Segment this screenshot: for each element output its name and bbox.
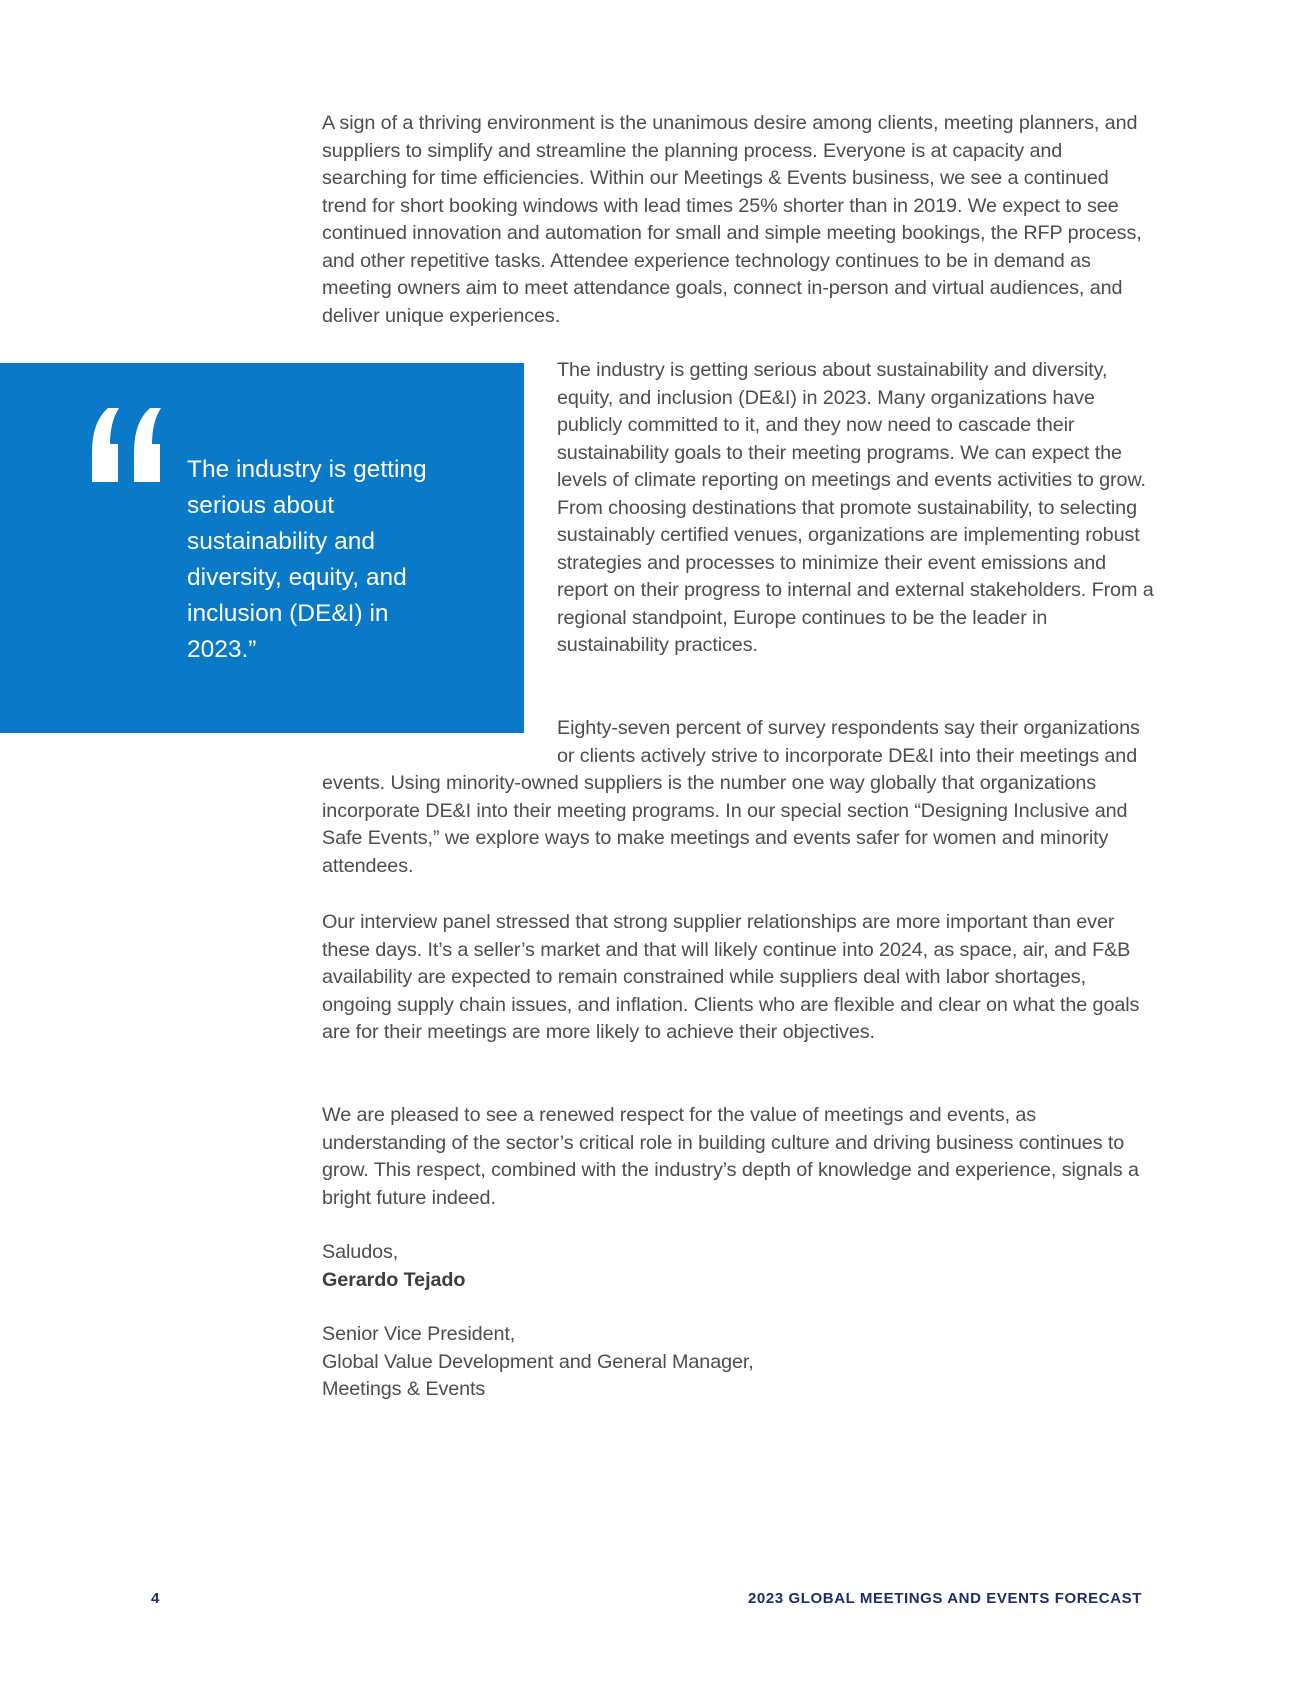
signoff-title-block (322, 1321, 1152, 1404)
footer-document-title: 2023 GLOBAL MEETINGS AND EVENTS FORECAST (747, 1590, 1142, 1607)
signoff-name: Gerardo Tejado (322, 1268, 466, 1291)
signoff-greeting: Saludos, (322, 1241, 399, 1263)
intro-paragraph: A sign of a thriving environment is the unanimous desire among clients, meeting planners, and suppliers to simplify and streamline the planning process. Everyone is at capacity and searching for time efficiencies. Within our Meetings & Events business, we see a continued trend for short booking windows with lead times 25% shorter than in 2019. We expect to see continued innovation and automation for small and simple meeting bookings, the RFP process, and other repetitive tasks. Attendee experience technology continues to be in demand as meeting owners aim to meet attendance goals, connect in-person and virtual audiences, and deliver unique experiences. (322, 112, 1142, 327)
respect-paragraph: We are pleased to see a renewed respect for the value of meetings and events, as understanding of the sector’s critical role in building culture and driving business continues to grow. This respect, combined with the industry’s depth of knowledge and experience, signals a bright future indeed. (322, 1104, 1139, 1209)
signoff (322, 1239, 1152, 1294)
supplier-paragraph: Our interview panel stressed that strong supplier relationships are more important than ever these days. It’s a seller’s market and that will likely continue into 2024, as space, air, and F&B availability are expected to remain constrained while suppliers deal with labor shortages, ongoing supply chain issues, and inflation. Clients who are flexible and clear on what the goals are for their meetings are more likely to achieve their objectives. (322, 911, 1140, 1043)
signoff-title-line: Senior Vice President, (322, 1323, 516, 1345)
dei-paragraph-container (322, 715, 1152, 880)
footer-page-number: 4 (151, 1590, 160, 1607)
pull-quote-text: The industry is getting serious about sustainability and diversity, equity, and inclusion (DE&I) in 2023.” (187, 456, 427, 663)
quote-box-wrap-spacer (322, 715, 557, 770)
sustainability-paragraph: The industry is getting serious about sustainability and diversity, equity, and inclusion (DE&I) in 2023. Many organizations have publicly committed to it, and they now need to cascade their sustainability goals to their meeting programs. We can expect the levels of climate reporting on meetings and events activities to grow. From choosing destinations that promote sustainability, to selecting sustainably certified venues, organizations are implementing robust strategies and processes to minimize their event emissions and report on their progress to internal and external stakeholders. From a regional standpoint, Europe continues to be the leader in sustainability practices. (557, 359, 1154, 656)
dei-paragraph: Eighty-seven percent of survey respondents say their organizations or clients actively strive to incorporate DE&I into their meetings and events. Using minority-owned suppliers is the number one way globally that organizations incorporate DE&I into their meeting programs. In our special section “Designing Inclusive and Safe Events,” we explore ways to make meetings and events safer for women and minority attendees. (322, 717, 1140, 877)
signoff-title-line: Meetings & Events (322, 1378, 486, 1400)
quote-mark-icon (92, 406, 172, 482)
signoff-title-line: Global Value Development and General Manager, (322, 1350, 754, 1373)
